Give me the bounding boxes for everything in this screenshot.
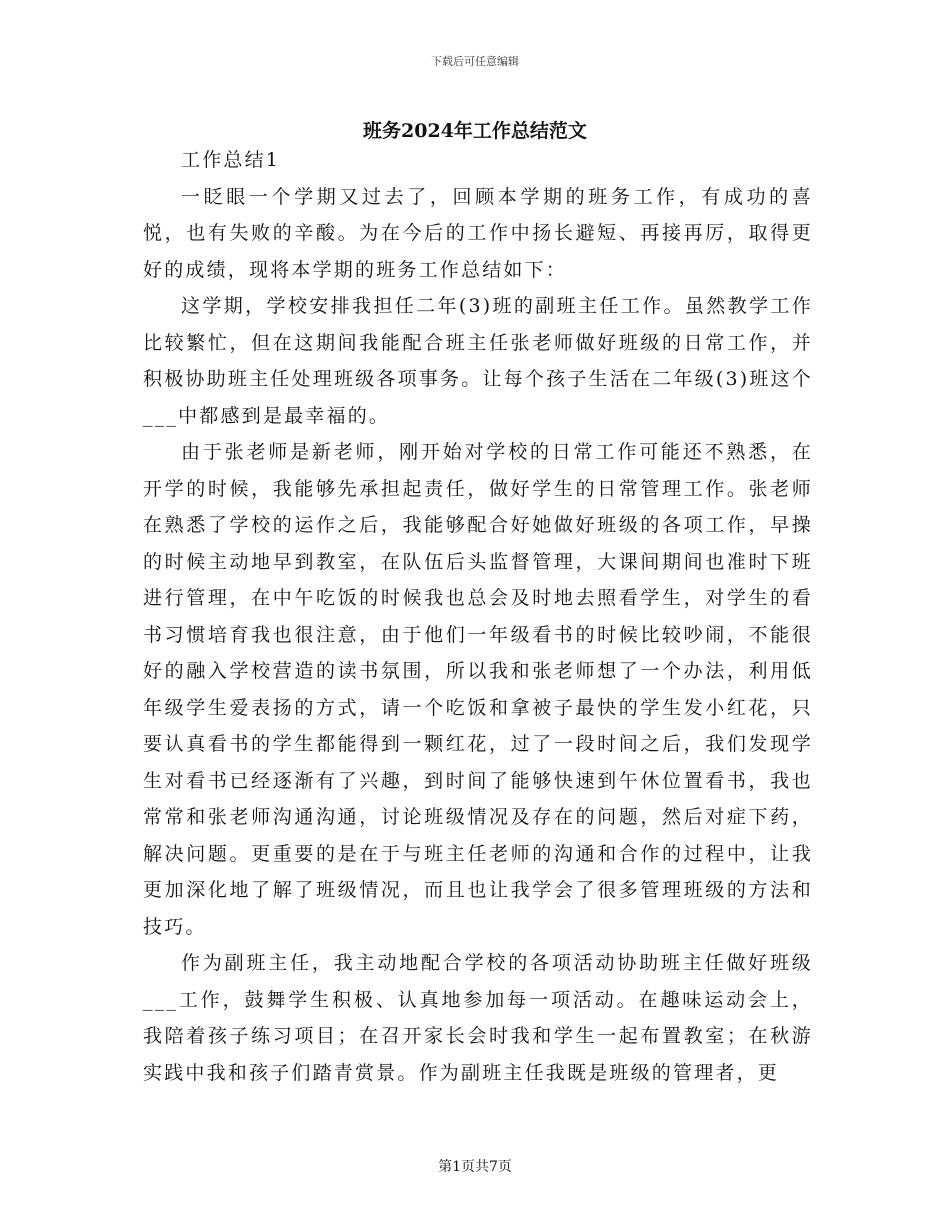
paragraph-1: 一眨眼一个学期又过去了，回顾本学期的班务工作，有成功的喜悦，也有失败的辛酸。为在今后的工作中扬长避短、再接再厉，取得更好的成绩，现将本学期的班务工作总结如下： bbox=[143, 185, 813, 281]
document-body bbox=[143, 142, 813, 1091]
paragraph-3: 由于张老师是新老师，刚开始对学校的日常工作可能还不熟悉，在开学的时候，我能够先承担起责任，做好学生的日常管理工作。张老师在熟悉了学校的运作之后，我能够配合好她做好班级的各项工作，早操的时候主动地早到教室，在队伍后头监督管理，大课间期间也准时下班进行管理，在中午吃饭的时候我也总会及时地去照看学生，对学生的看书习惯培育我也很注意，由于他们一年级看书的时候比较吵闹，不能很好的融入学校营造的读书氛围，所以我和张老师想了一个办法，利用低年级学生爱表扬的方式，请一个吃饭和拿被子最快的学生发小红花，只要认真看书的学生都能得到一颗红花，过了一段时间之后，我们发现学生对看书已经逐渐有了兴趣，到时间了能够快速到午休位置看书，我也常常和张老师沟通沟通，讨论班级情况及存在的问题，然后对症下药，解决问题。更重要的是在于与班主任老师的沟通和合作的过程中，让我更加深化地了解了班级情况，而且也让我学会了很多管理班级的方法和技巧。 bbox=[143, 441, 813, 938]
page-header-note: 下载后可任意编辑 bbox=[431, 55, 519, 68]
document-title: 班务2024年工作总结范文 bbox=[363, 120, 587, 142]
page-number-footer: 第1页共7页 bbox=[438, 1159, 512, 1175]
paragraph-4: 作为副班主任，我主动地配合学校的各项活动协助班主任做好班级___工作，鼓舞学生积极、认真地参加每一项活动。在趣味运动会上，我陪着孩子练习项目；在召开家长会时我和学生一起布置教室；在秋游实践中我和孩子们踏青赏景。作为副班主任我既是班级的管理者，更 bbox=[143, 952, 813, 1084]
section-subheading: 工作总结1 bbox=[181, 149, 281, 171]
paragraph-2: 这学期，学校安排我担任二年(3)班的副班主任工作。虽然教学工作比较繁忙，但在这期间我能配合班主任张老师做好班级的日常工作，并积极协助班主任处理班级各项事务。让每个孩子生活在二年级(3)班这个___中都感到是最幸福的。 bbox=[143, 295, 813, 427]
